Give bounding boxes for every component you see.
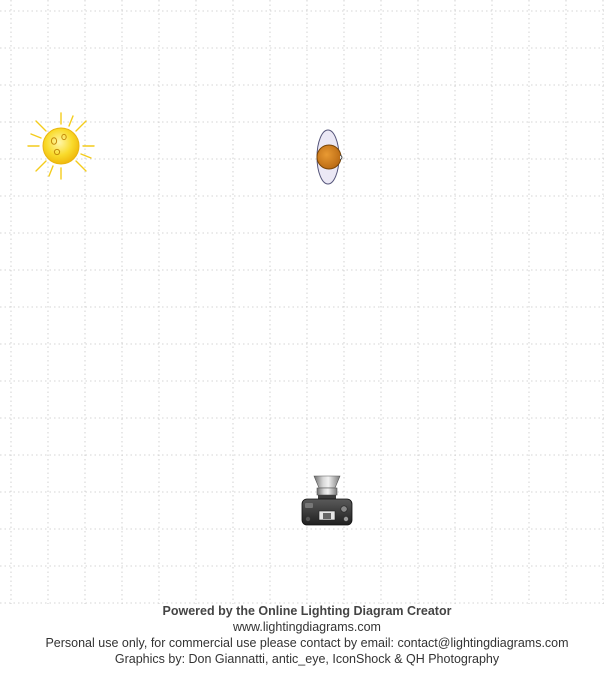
person-top-view-icon[interactable]	[317, 130, 342, 184]
powered-by-text: Powered by the Online Lighting Diagram Creator	[162, 604, 452, 618]
credits-text: Graphics by: Don Giannatti, antic_eye, IconShock & QH Photography	[114, 652, 500, 666]
license-text: Personal use only, for commercial use please contact by email: contact@lightingdiagrams.com	[45, 636, 569, 650]
sun-icon[interactable]	[28, 113, 94, 179]
site-link[interactable]: www.lightingdiagrams.com	[233, 620, 381, 634]
camera-icon[interactable]	[302, 476, 352, 525]
footer	[0, 603, 614, 667]
